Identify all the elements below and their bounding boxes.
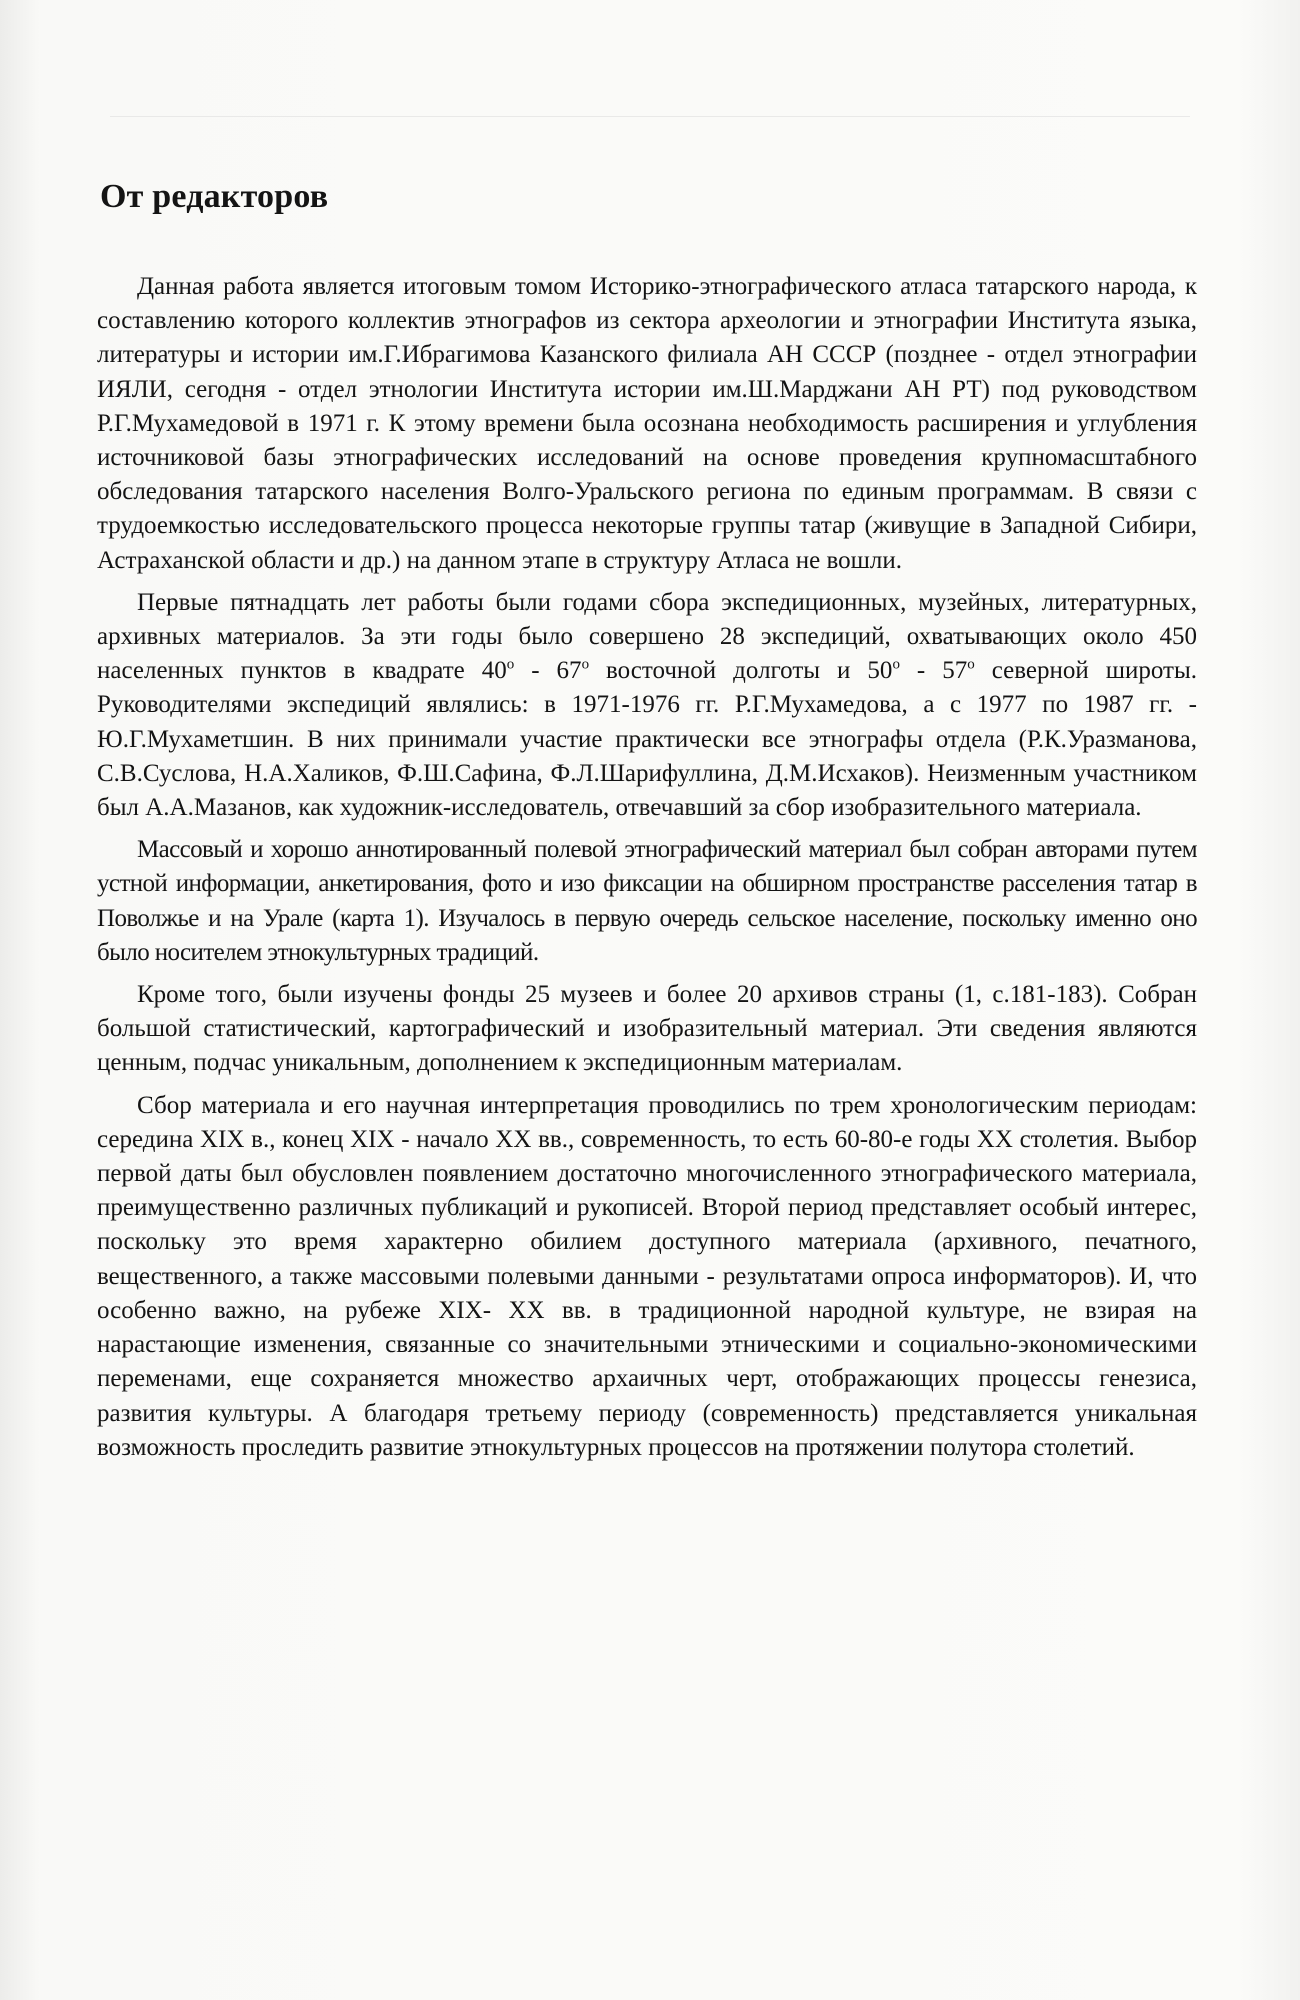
paragraph-2-text-b: - 67	[514, 657, 582, 685]
paragraph-2-text-d: - 57	[899, 657, 968, 685]
degree-mark-4: o	[967, 656, 975, 673]
paragraph-5: Сбор материала и его научная интерпретация проводились по трем хронологическим периодам: середина XIX в., конец XIX - начало XX вв., современность, то есть 60-80-е годы XX столетия. Выбор первой даты был обусловлен появлением достаточно многочисленного этнографического материала, преимущественно различных публикаций и рукописей. Второй период представляет особый интерес, поскольку это время характерно обилием доступного материала (архивного, печатного, вещественного, а также массовыми полевыми данными - результатами опроса информаторов). И, что особенно важно, на рубеже XIX- XX вв. в традиционной народной культуре, не взирая на нарастающие изменения, связанные со значительными этническими и социально-экономическими переменами, еще сохраняется множество архаичных черт, отображающих процессы генезиса, развития культуры. А благодаря третьему периоду (современность) представляется уникальная возможность проследить развитие этнокультурных процессов на протяжении полутора столетий.	[97, 1091, 1197, 1461]
section-heading: От редакторов	[100, 178, 329, 215]
body-text	[97, 270, 1197, 1473]
paragraph-2	[97, 586, 1197, 825]
paragraph-2-text-e: северной широты. Руководителями экспедиций являлись: в 1971-1976 гг. Р.Г.Мухамедова, а с 1977 по 1987 гг. - Ю.Г.Мухаметшин. В них принимали участие практически все этнографы отдела (Р.К.Уразманова, С.В.Суслова, Н.А.Халиков, Ф.Ш.Сафина, Ф.Л.Шарифуллина, Д.М.Исхаков). Неизменным участником был А.А.Мазанов, как художник-исследователь, отвечавший за сбор изобразительного материала.	[97, 657, 1198, 822]
paragraph-2-text-c: восточной долготы и 50	[589, 657, 893, 685]
degree-mark-1: o	[506, 656, 515, 673]
paragraph-1: Данная работа является итоговым томом Историко-этнографического атласа татарского народа, к составлению которого коллектив этнографов из сектора археологии и этнографии Института языка, литературы и истории им.Г.Ибрагимова Казанского филиала АН СССР (позднее - отдел этнографии ИЯЛИ, сегодня - отдел этнологии Института истории им.Ш.Марджани АН РТ) под руководством Р.Г.Мухамедовой в 1971 г. К этому времени была осознана необходимость расширения и углубления источниковой базы этнографических исследований на основе проведения крупномасштабного обследования татарского населения Волго-Уральского региона по единым программам. В связи с трудоемкостью исследовательского процесса некоторые группы татар (живущие в Западной Сибири, Астраханской области и др.) на данном этапе в структуру Атласа не вошли.	[97, 273, 1197, 574]
paragraph-4: Кроме того, были изучены фонды 25 музеев и более 20 архивов страны (1, с.181-183). Собран большой статистический, картографический и изобразительный материал. Эти сведения являются ценным, подчас уникальным, дополнением к экспедиционным материалам.	[97, 981, 1197, 1077]
show-through-running-header	[110, 92, 1190, 117]
degree-mark-2: o	[581, 656, 590, 673]
paragraph-3: Массовый и хорошо аннотированный полевой этнографический материал был собран авторами путем устной информации, анкетирования, фото и изо фиксации на обширном пространстве расселения татар в Поволжье и на Урале (карта 1). Изучалось в первую очередь сельское население, поскольку именно оно было носителем этнокультурных традиций.	[97, 836, 1197, 966]
paragraph-2-text-a: Первые пятнадцать лет работы были годами сбора экспедиционных, музейных, литературных, архивных материалов. За эти годы было совершено 28 экспедиций, охватывающих около 450 населенных пунктов в квадрате 40	[97, 588, 1197, 685]
degree-mark-3: o	[892, 656, 900, 673]
